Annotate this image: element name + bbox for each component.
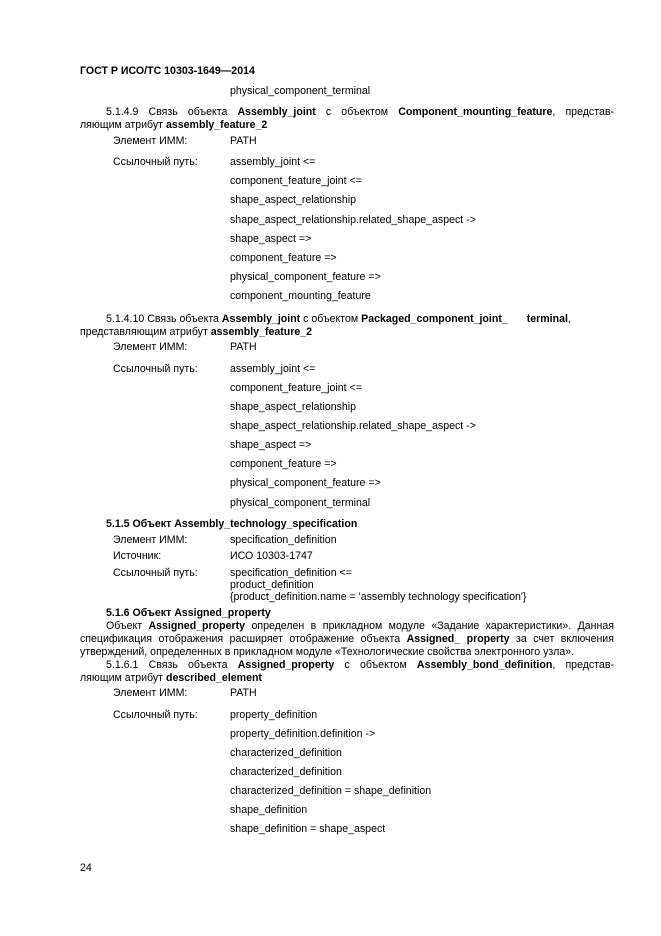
path-line: shape_aspect_relationship bbox=[230, 401, 357, 413]
entity-name: Assigned_ property bbox=[406, 633, 510, 645]
path-line: shape_definition = shape_aspect bbox=[230, 823, 386, 835]
source-label: Источник: bbox=[113, 550, 162, 562]
clause-text: с объектом bbox=[344, 659, 407, 671]
clause-5-1-6-1-line2 bbox=[80, 672, 614, 685]
clause-text: , bbox=[567, 313, 571, 325]
reference-path-label: Ссылочный путь: bbox=[113, 156, 198, 168]
paragraph-line bbox=[80, 620, 614, 633]
attribute-name: assembly_feature_2 bbox=[165, 119, 268, 131]
element-value: PATH bbox=[230, 341, 257, 353]
entity-name: Assembly_bond_definition bbox=[416, 659, 553, 671]
clause-5-1-4-9-line1 bbox=[80, 106, 614, 119]
paragraph-line: утверждений, определенных в прикладном модуле «Технологические свойства электронного узла». bbox=[80, 646, 575, 658]
path-line: physical_component_feature => bbox=[230, 271, 381, 283]
paragraph-text: определен в прикладном модуле «Задание характеристики». Данная bbox=[251, 620, 614, 632]
path-line: component_feature_joint <= bbox=[230, 382, 362, 394]
path-line: {product_definition.name = 'assembly technology specification'} bbox=[230, 591, 527, 603]
clause-text: , представ- bbox=[552, 659, 614, 671]
element-label: Элемент ИММ: bbox=[113, 534, 188, 546]
path-line: shape_aspect_relationship bbox=[230, 194, 357, 206]
clause-5-1-4-9-line2 bbox=[80, 119, 614, 132]
clause-text: с объектом bbox=[325, 106, 389, 118]
clause-text: ляющим атрибут bbox=[80, 119, 164, 131]
path-line: component_mounting_feature bbox=[230, 290, 371, 302]
document-header: ГОСТ Р ИСО/ТС 10303-1649—2014 bbox=[80, 65, 255, 77]
clause-text: ляющим атрибут bbox=[80, 672, 164, 684]
element-label: Элемент ИММ: bbox=[113, 687, 188, 699]
path-line: characterized_definition = shape_definition bbox=[230, 785, 432, 797]
path-line: shape_aspect_relationship.related_shape_aspect -> bbox=[230, 420, 476, 432]
path-line: specification_definition <= bbox=[230, 567, 352, 579]
path-line: characterized_definition bbox=[230, 747, 342, 759]
path-line: property_definition.definition -> bbox=[230, 728, 376, 740]
element-value: specification_definition bbox=[230, 534, 337, 546]
entity-name: Component_mounting_feature bbox=[398, 106, 553, 118]
reference-path-label: Ссылочный путь: bbox=[113, 363, 198, 375]
source-value: ИСО 10303-1747 bbox=[230, 550, 313, 562]
reference-path-label: Ссылочный путь: bbox=[113, 709, 198, 721]
clause-5-1-4-10-line2 bbox=[80, 326, 614, 339]
path-line: component_feature_joint <= bbox=[230, 175, 362, 187]
element-label: Элемент ИММ: bbox=[113, 341, 188, 353]
path-line: component_feature => bbox=[230, 252, 337, 264]
path-line: component_feature => bbox=[230, 458, 337, 470]
attribute-name: described_element bbox=[165, 672, 262, 684]
entity-name: Assigned_property bbox=[237, 659, 335, 671]
clause-text: , представ- bbox=[552, 106, 614, 118]
path-line: physical_component_terminal bbox=[230, 497, 371, 509]
clause-5-1-4-10-line1 bbox=[80, 313, 614, 326]
paragraph-text: спецификация отображения расширяет отображение объекта bbox=[80, 633, 401, 645]
element-value: PATH bbox=[230, 135, 257, 147]
path-line: physical_component_feature => bbox=[230, 477, 381, 489]
element-label: Элемент ИММ: bbox=[113, 135, 188, 147]
path-line: property_definition bbox=[230, 709, 318, 721]
clause-text: с объектом bbox=[303, 313, 359, 325]
path-line: assembly_joint <= bbox=[230, 156, 316, 168]
path-line: shape_definition bbox=[230, 804, 308, 816]
entity-name: Packaged_component_joint_ bbox=[361, 313, 508, 325]
entity-name: Assigned_property bbox=[148, 620, 246, 632]
path-line: assembly_joint <= bbox=[230, 363, 316, 375]
attribute-name: assembly_feature_2 bbox=[210, 326, 313, 338]
page-number: 24 bbox=[80, 862, 92, 874]
paragraph-text: Объект bbox=[106, 620, 143, 632]
clause-5-1-6-1-line1 bbox=[80, 659, 614, 672]
reference-path-label: Ссылочный путь: bbox=[113, 567, 198, 579]
paragraph-text: за счет включения bbox=[516, 633, 614, 645]
entity-name: Assembly_joint bbox=[221, 313, 301, 325]
clause-text: представляющим атрибут bbox=[80, 326, 208, 338]
path-line: characterized_definition bbox=[230, 766, 342, 778]
entity-name: terminal bbox=[526, 313, 568, 325]
path-line: shape_aspect => bbox=[230, 439, 312, 451]
path-line: physical_component_terminal bbox=[230, 85, 371, 97]
path-line: product_definition bbox=[230, 579, 314, 591]
path-line: shape_aspect => bbox=[230, 233, 312, 245]
element-value: PATH bbox=[230, 687, 257, 699]
clause-number: 5.1.6.1 Связь объекта bbox=[106, 659, 228, 671]
clause-number: 5.1.4.9 Связь объекта bbox=[106, 106, 228, 118]
path-line: shape_aspect_relationship.related_shape_aspect -> bbox=[230, 214, 476, 226]
section-heading: 5.1.6 Объект Assigned_property bbox=[106, 607, 271, 619]
section-heading: 5.1.5 Объект Assembly_technology_specification bbox=[106, 518, 358, 530]
clause-number: 5.1.4.10 Связь объекта bbox=[106, 313, 219, 325]
entity-name: Assembly_joint bbox=[237, 106, 316, 118]
paragraph-line bbox=[80, 633, 614, 646]
